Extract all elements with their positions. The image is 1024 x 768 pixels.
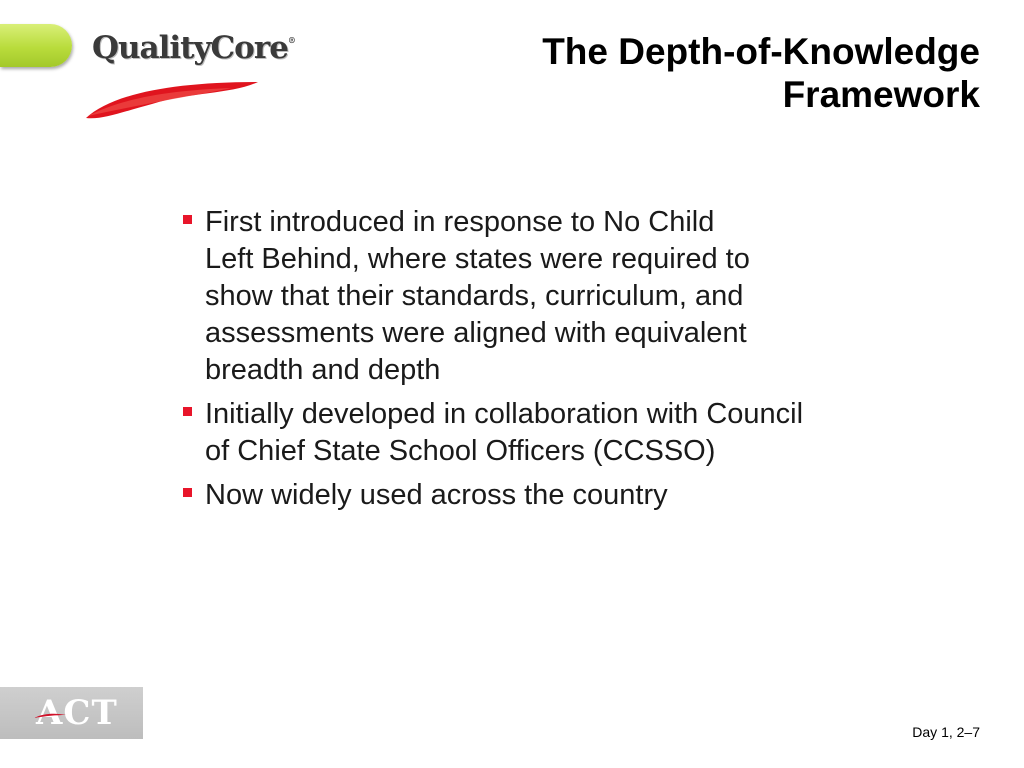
bullet-text-line: of Chief State School Officers (CCSSO) [205,435,716,467]
bullet-text-line: Left Behind, where states were required to [205,243,750,275]
bullet-marker-icon [183,215,192,224]
bullet-text-line: First introduced in response to No Child [205,206,715,238]
title-line-1: The Depth-of-Knowledge [542,31,980,72]
qualitycore-logo [0,24,340,118]
bullet-marker-icon [183,488,192,497]
title-line-2: Framework [782,74,980,115]
bullet-item [180,477,920,514]
logo-green-pill [0,24,72,67]
slide-number: Day 1, 2–7 [912,724,980,740]
logo-wordmark [92,30,296,66]
bullet-text-line: show that their standards, curriculum, and [205,280,744,312]
logo-red-swoosh [82,64,262,124]
bullet-text-line: breadth and depth [205,354,441,386]
slide-title [460,30,980,116]
bullet-text-line: Now widely used across the country [205,479,668,511]
bullet-marker-icon [183,407,192,416]
bullet-text-line: Initially developed in collaboration with Council [205,398,804,430]
act-logo-swoosh [34,713,66,719]
bullet-item [180,204,920,389]
act-logo [0,687,143,739]
logo-brand-text: QualityCore [92,30,288,66]
bullet-text-line: assessments were aligned with equivalent [205,317,747,349]
bullet-item [180,396,920,470]
registered-mark: ® [287,35,296,45]
bullet-list [180,204,920,521]
act-logo-text: ACT [36,693,118,733]
